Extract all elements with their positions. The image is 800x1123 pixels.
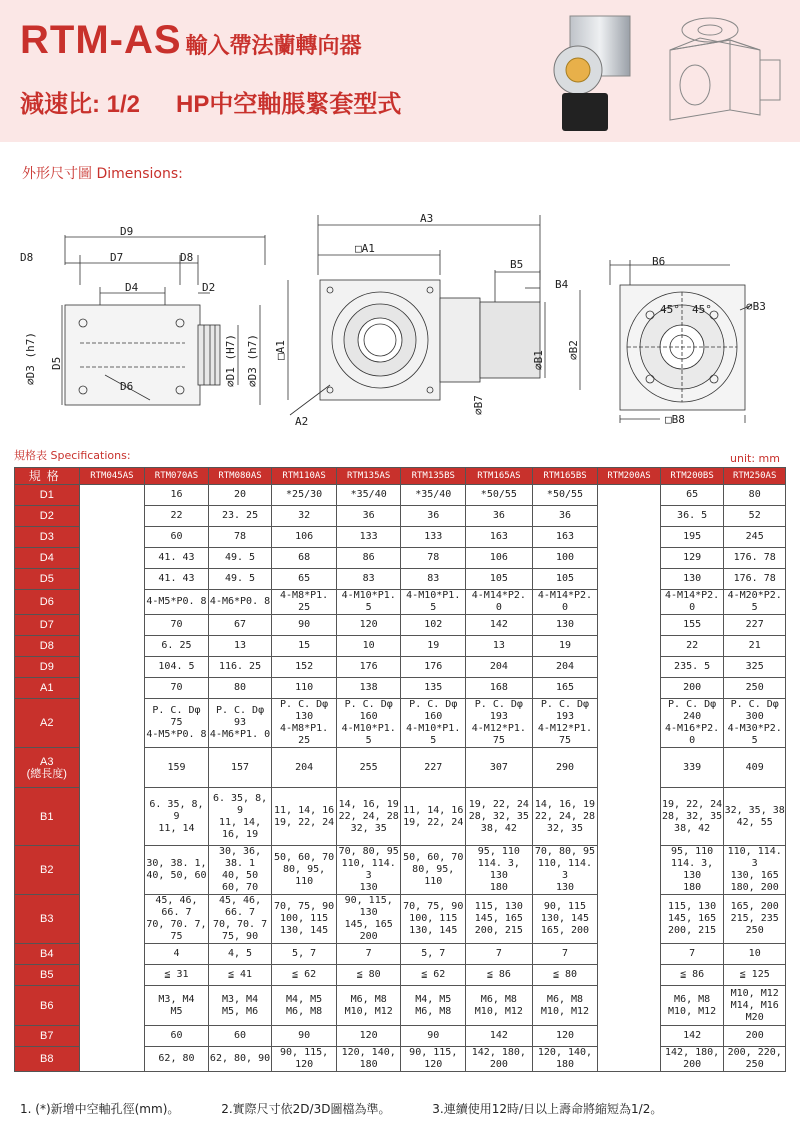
- label-D3-left: ⌀D3 (h7): [24, 332, 37, 385]
- spec-cell: 80: [724, 485, 786, 506]
- spec-cell: 50, 60, 70 80, 95, 110: [272, 846, 337, 895]
- spec-cell: 65: [660, 485, 724, 506]
- spec-cell: 5, 7: [401, 944, 466, 965]
- spec-cell: P. C. Dφ 75 4-M5*P0. 8: [145, 699, 209, 748]
- row-label: B4: [15, 944, 80, 965]
- spec-cell: 70, 80, 95 110, 114. 3 130: [336, 846, 401, 895]
- spec-cell: 78: [208, 527, 272, 548]
- label-angle-2: 45°: [692, 303, 712, 316]
- row-label: B1: [15, 788, 80, 846]
- row-label: A3 (總長度): [15, 748, 80, 788]
- spec-cell: 142: [466, 1026, 533, 1047]
- ratio-label: 減速比: 1/2: [20, 91, 141, 118]
- row-label: D9: [15, 657, 80, 678]
- model-header: RTM200AS: [598, 468, 661, 485]
- spec-cell: P. C. Dφ 240 4-M16*P2. 0: [660, 699, 724, 748]
- spec-cell: 120, 140, 180: [532, 1047, 598, 1072]
- spec-cell: 70, 75, 90 100, 115 130, 145: [272, 895, 337, 944]
- spec-cell: 129: [660, 548, 724, 569]
- spec-cell: 70, 75, 90 100, 115 130, 145: [401, 895, 466, 944]
- spec-cell: 142, 180, 200: [660, 1047, 724, 1072]
- spec-cell: M6, M8 M10, M12: [660, 986, 724, 1026]
- spec-cell: 13: [466, 636, 533, 657]
- spec-cell: 4-M20*P2. 5: [724, 590, 786, 615]
- label-B5: B5: [510, 258, 524, 271]
- spec-cell: 4-M10*P1. 5: [401, 590, 466, 615]
- model-header: RTM135AS: [336, 468, 401, 485]
- spec-cell: 165: [532, 678, 598, 699]
- spec-cell: 45, 46, 66. 7 70, 70. 7 75, 90: [208, 895, 272, 944]
- spec-cell: 120: [336, 1026, 401, 1047]
- row-label: D3: [15, 527, 80, 548]
- spec-cell: 255: [336, 748, 401, 788]
- spec-cell: 195: [660, 527, 724, 548]
- spec-cell: M6, M8 M10, M12: [336, 986, 401, 1026]
- spec-cell: 227: [401, 748, 466, 788]
- spec-cell: 50, 60, 70 80, 95, 110: [401, 846, 466, 895]
- model-header: RTM200BS: [660, 468, 724, 485]
- spec-cell: 19, 22, 24 28, 32, 35 38, 42: [660, 788, 724, 846]
- spec-cell: 409: [724, 748, 786, 788]
- model-header: RTM250AS: [724, 468, 786, 485]
- note-2: 2.實際尺寸依2D/3D圖檔為準。: [221, 1102, 391, 1116]
- spec-cell: 105: [532, 569, 598, 590]
- spec-cell: 6. 35, 8, 9 11, 14, 16, 19: [208, 788, 272, 846]
- spec-cell: 165, 200 215, 235 250: [724, 895, 786, 944]
- spec-cell: 152: [272, 657, 337, 678]
- spec-cell: 105: [466, 569, 533, 590]
- spec-cell: 204: [466, 657, 533, 678]
- spec-cell: 4-M14*P2. 0: [660, 590, 724, 615]
- row-label: D2: [15, 506, 80, 527]
- spec-cell: 32: [272, 506, 337, 527]
- label-B4: B4: [555, 278, 569, 291]
- spec-cell: 159: [145, 748, 209, 788]
- spec-header-row: [15, 468, 786, 485]
- spec-cell: 142, 180, 200: [466, 1047, 533, 1072]
- spec-cell: 62, 80, 90: [208, 1047, 272, 1072]
- spec-cell: 115, 130 145, 165 200, 215: [660, 895, 724, 944]
- model-header: RTM080AS: [208, 468, 272, 485]
- spec-cell: M10, M12 M14, M16 M20: [724, 986, 786, 1026]
- row-label: B6: [15, 986, 80, 1026]
- row-label: D5: [15, 569, 80, 590]
- spec-cell: 90, 115, 120: [401, 1047, 466, 1072]
- spec-cell: 106: [272, 527, 337, 548]
- row-label: A1: [15, 678, 80, 699]
- spec-cell: 110, 114. 3 130, 165 180, 200: [724, 846, 786, 895]
- spec-cell: 142: [660, 1026, 724, 1047]
- spec-cell: 102: [401, 615, 466, 636]
- spec-cell: 204: [532, 657, 598, 678]
- spec-cell: M3, M4 M5, M6: [208, 986, 272, 1026]
- spec-cell: 200, 220, 250: [724, 1047, 786, 1072]
- spec-cell: 138: [336, 678, 401, 699]
- spec-cell: ≦ 62: [272, 965, 337, 986]
- spec-cell: 70: [145, 615, 209, 636]
- model-header: RTM135BS: [401, 468, 466, 485]
- spec-cell: 115, 130 145, 165 200, 215: [466, 895, 533, 944]
- spec-cell: ≦ 31: [145, 965, 209, 986]
- spec-cell: 163: [532, 527, 598, 548]
- spec-cell: 41. 43: [145, 548, 209, 569]
- model-name: RTM-AS: [20, 18, 182, 62]
- spec-cell: 104. 5: [145, 657, 209, 678]
- spec-cell: *50/55: [466, 485, 533, 506]
- label-angle-1: 45°: [660, 303, 680, 316]
- spec-cell: 13: [208, 636, 272, 657]
- spec-cell: 163: [466, 527, 533, 548]
- row-label: D8: [15, 636, 80, 657]
- spec-row: [15, 485, 786, 506]
- label-B7: ⌀B7: [472, 395, 485, 415]
- spec-cell: 157: [208, 748, 272, 788]
- spec-cell: *25/30: [272, 485, 337, 506]
- spec-cell: P. C. Dφ 160 4-M10*P1. 5: [401, 699, 466, 748]
- spec-cell: 133: [336, 527, 401, 548]
- spec-cell: P. C. Dφ 193 4-M12*P1. 75: [466, 699, 533, 748]
- spec-cell: *35/40: [336, 485, 401, 506]
- spec-cell: 235. 5: [660, 657, 724, 678]
- label-A1-top: □A1: [355, 242, 375, 255]
- spec-cell: 10: [724, 944, 786, 965]
- spec-cell: 200: [724, 1026, 786, 1047]
- spec-cell: 60: [145, 527, 209, 548]
- spec-cell: 135: [401, 678, 466, 699]
- spec-cell: 20: [208, 485, 272, 506]
- spec-cell: 290: [532, 748, 598, 788]
- spec-cell: M3, M4 M5: [145, 986, 209, 1026]
- spec-cell: M6, M8 M10, M12: [532, 986, 598, 1026]
- row-label: B7: [15, 1026, 80, 1047]
- spec-cell: 68: [272, 548, 337, 569]
- spec-cell: 6. 35, 8, 9 11, 14: [145, 788, 209, 846]
- spec-cell: 14, 16, 19 22, 24, 28 32, 35: [532, 788, 598, 846]
- spec-cell: 155: [660, 615, 724, 636]
- spec-cell: 49. 5: [208, 569, 272, 590]
- spec-cell: 95, 110 114. 3, 130 180: [466, 846, 533, 895]
- page-title: [20, 18, 362, 63]
- label-B3: ⌀B3: [746, 300, 766, 313]
- note-3: 3.連續使用12時/日以上壽命將縮短為1/2。: [432, 1102, 663, 1116]
- input-view-drawing: [600, 255, 790, 430]
- label-A3: A3: [420, 212, 434, 225]
- label-B1: ⌀B1: [532, 350, 545, 370]
- spec-cell: P. C. Dφ 93 4-M6*P1. 0: [208, 699, 272, 748]
- spec-cell: ≦ 125: [724, 965, 786, 986]
- row-label: D6: [15, 590, 80, 615]
- spec-cell: P. C. Dφ 130 4-M8*P1. 25: [272, 699, 337, 748]
- spec-cell: 11, 14, 16 19, 22, 24: [272, 788, 337, 846]
- spec-cell: 32, 35, 38 42, 55: [724, 788, 786, 846]
- label-D8-right: D8: [180, 251, 194, 264]
- spec-cell: 67: [208, 615, 272, 636]
- spec-cell: P. C. Dφ 300 4-M30*P2. 5: [724, 699, 786, 748]
- spec-cell: M6, M8 M10, M12: [466, 986, 533, 1026]
- spec-cell: P. C. Dφ 193 4-M12*P1. 75: [532, 699, 598, 748]
- spec-cell: 19, 22, 24 28, 32, 35 38, 42: [466, 788, 533, 846]
- dimensions-section-label: 外形尺寸圖 Dimensions:: [22, 166, 183, 182]
- spec-cell: 325: [724, 657, 786, 678]
- unit-label: unit: mm: [730, 452, 780, 465]
- spec-cell: 6. 25: [145, 636, 209, 657]
- footnotes: [20, 1100, 700, 1117]
- product-subtitle: 輸入帶法蘭轉向器: [185, 33, 362, 58]
- spec-cell: ≦ 80: [336, 965, 401, 986]
- spec-cell: 60: [208, 1026, 272, 1047]
- spec-cell: 16: [145, 485, 209, 506]
- note-1: 1. (*)新增中空軸孔徑(mm)。: [20, 1102, 180, 1116]
- spec-cell: 15: [272, 636, 337, 657]
- spec-cell: 70: [145, 678, 209, 699]
- label-B6: B6: [652, 255, 666, 268]
- spec-cell: 23. 25: [208, 506, 272, 527]
- spec-cell: 36: [532, 506, 598, 527]
- spec-cell: 49. 5: [208, 548, 272, 569]
- spec-cell: 176: [336, 657, 401, 678]
- spec-cell: 22: [660, 636, 724, 657]
- spec-cell: 4, 5: [208, 944, 272, 965]
- product-photo: [540, 8, 640, 138]
- spec-cell: 130: [660, 569, 724, 590]
- spec-cell: 22: [145, 506, 209, 527]
- spec-cell: 4-M14*P2. 0: [532, 590, 598, 615]
- spec-cell: 36: [336, 506, 401, 527]
- spec-cell: 133: [401, 527, 466, 548]
- spec-cell: 250: [724, 678, 786, 699]
- spec-cell: 4-M5*P0. 8: [145, 590, 209, 615]
- model-header: RTM165BS: [532, 468, 598, 485]
- spec-cell: 19: [401, 636, 466, 657]
- spec-cell: 176. 78: [724, 548, 786, 569]
- spec-cell: ≦ 62: [401, 965, 466, 986]
- spec-cell: *35/40: [401, 485, 466, 506]
- spec-cell: 62, 80: [145, 1047, 209, 1072]
- label-D1: ⌀D1 (H7): [224, 334, 237, 387]
- spec-cell: 4-M10*P1. 5: [336, 590, 401, 615]
- spec-cell: 142: [466, 615, 533, 636]
- label-A1-side: □A1: [274, 340, 287, 360]
- spec-cell: 36. 5: [660, 506, 724, 527]
- spec-cell: 116. 25: [208, 657, 272, 678]
- spec-cell: 36: [401, 506, 466, 527]
- spec-cell: 7: [532, 944, 598, 965]
- blank-column-RTM045AS: [79, 485, 145, 1072]
- spec-cell: 65: [272, 569, 337, 590]
- spec-cell: 14, 16, 19 22, 24, 28 32, 35: [336, 788, 401, 846]
- spec-cell: *50/55: [532, 485, 598, 506]
- spec-cell: 176. 78: [724, 569, 786, 590]
- label-B2: ⌀B2: [567, 340, 580, 360]
- spec-cell: ≦ 86: [660, 965, 724, 986]
- row-label: D7: [15, 615, 80, 636]
- spec-cell: 36: [466, 506, 533, 527]
- spec-cell: 5, 7: [272, 944, 337, 965]
- spec-cell: 168: [466, 678, 533, 699]
- spec-cell: P. C. Dφ 160 4-M10*P1. 5: [336, 699, 401, 748]
- label-D4: D4: [125, 281, 139, 294]
- spec-cell: 204: [272, 748, 337, 788]
- spec-cell: 245: [724, 527, 786, 548]
- spec-cell: 95, 110 114. 3, 130 180: [660, 846, 724, 895]
- spec-cell: 70, 80, 95 110, 114. 3 130: [532, 846, 598, 895]
- side-view-drawing: [20, 225, 280, 435]
- spec-cell: 4-M8*P1. 25: [272, 590, 337, 615]
- label-D5: D5: [50, 356, 63, 370]
- specifications-label: 規格表 Specifications:: [14, 449, 131, 462]
- row-label: A2: [15, 699, 80, 748]
- model-header: RTM110AS: [272, 468, 337, 485]
- spec-cell: 30, 36, 38. 1 40, 50 60, 70: [208, 846, 272, 895]
- spec-cell: 78: [401, 548, 466, 569]
- row-label: B5: [15, 965, 80, 986]
- row-label: B8: [15, 1047, 80, 1072]
- spec-cell: 7: [660, 944, 724, 965]
- front-view-drawing: [270, 210, 620, 435]
- spec-cell: 30, 38. 1, 40, 50, 60: [145, 846, 209, 895]
- spec-cell: 83: [336, 569, 401, 590]
- spec-cell: 307: [466, 748, 533, 788]
- spec-cell: 200: [660, 678, 724, 699]
- spec-cell: 52: [724, 506, 786, 527]
- model-header: RTM045AS: [79, 468, 145, 485]
- label-D6: D6: [120, 380, 134, 393]
- spec-cell: 86: [336, 548, 401, 569]
- spec-cell: 227: [724, 615, 786, 636]
- spec-cell: 4: [145, 944, 209, 965]
- label-D9: D9: [120, 225, 134, 238]
- spec-cell: M4, M5 M6, M8: [272, 986, 337, 1026]
- spec-cell: 106: [466, 548, 533, 569]
- row-label: B3: [15, 895, 80, 944]
- spec-cell: 90, 115, 120: [272, 1047, 337, 1072]
- type-label: HP中空軸脹緊套型式: [176, 91, 402, 118]
- spec-cell: ≦ 80: [532, 965, 598, 986]
- spec-cell: 110: [272, 678, 337, 699]
- spec-cell: 120: [532, 1026, 598, 1047]
- label-D7: D7: [110, 251, 124, 264]
- spec-cell: 90: [272, 1026, 337, 1047]
- model-header: RTM070AS: [145, 468, 209, 485]
- spec-cell: 90, 115 130, 145 165, 200: [532, 895, 598, 944]
- spec-cell: 41. 43: [145, 569, 209, 590]
- label-A2: A2: [295, 415, 309, 428]
- spec-cell: 83: [401, 569, 466, 590]
- row-label: D1: [15, 485, 80, 506]
- spec-cell: 4-M6*P0. 8: [208, 590, 272, 615]
- spec-cell: 120: [336, 615, 401, 636]
- spec-cell: 7: [466, 944, 533, 965]
- label-D2: D2: [202, 281, 216, 294]
- spec-cell: 90: [272, 615, 337, 636]
- label-D8-left: D8: [20, 251, 34, 264]
- spec-cell: M4, M5 M6, M8: [401, 986, 466, 1026]
- ratio-line: [20, 84, 401, 119]
- isometric-drawing: [650, 10, 790, 130]
- spec-cell: 45, 46, 66. 7 70, 70. 7, 75: [146, 895, 207, 942]
- spec-corner-cell: 規格: [15, 468, 80, 485]
- spec-cell: 100: [532, 548, 598, 569]
- spec-cell: ≦ 41: [208, 965, 272, 986]
- spec-cell: 21: [724, 636, 786, 657]
- spec-cell: 19: [532, 636, 598, 657]
- blank-column-RTM200AS: [598, 485, 661, 1072]
- label-D3-right: ⌀D3 (h7): [246, 334, 259, 387]
- spec-cell: 60: [145, 1026, 209, 1047]
- model-header: RTM165AS: [466, 468, 533, 485]
- spec-cell: 80: [208, 678, 272, 699]
- row-label: D4: [15, 548, 80, 569]
- spec-cell: 90, 115, 130 145, 165 200: [336, 895, 401, 944]
- spec-cell: 130: [532, 615, 598, 636]
- spec-cell: 11, 14, 16 19, 22, 24: [401, 788, 466, 846]
- spec-cell: 4-M14*P2. 0: [466, 590, 533, 615]
- spec-cell: 176: [401, 657, 466, 678]
- spec-cell: 7: [336, 944, 401, 965]
- row-label: B2: [15, 846, 80, 895]
- spec-cell: 90: [401, 1026, 466, 1047]
- spec-cell: 10: [336, 636, 401, 657]
- spec-cell: ≦ 86: [466, 965, 533, 986]
- label-B8: □B8: [665, 413, 685, 426]
- spec-cell: 120, 140, 180: [336, 1047, 401, 1072]
- spec-cell: 339: [660, 748, 724, 788]
- spec-table: [14, 467, 786, 1072]
